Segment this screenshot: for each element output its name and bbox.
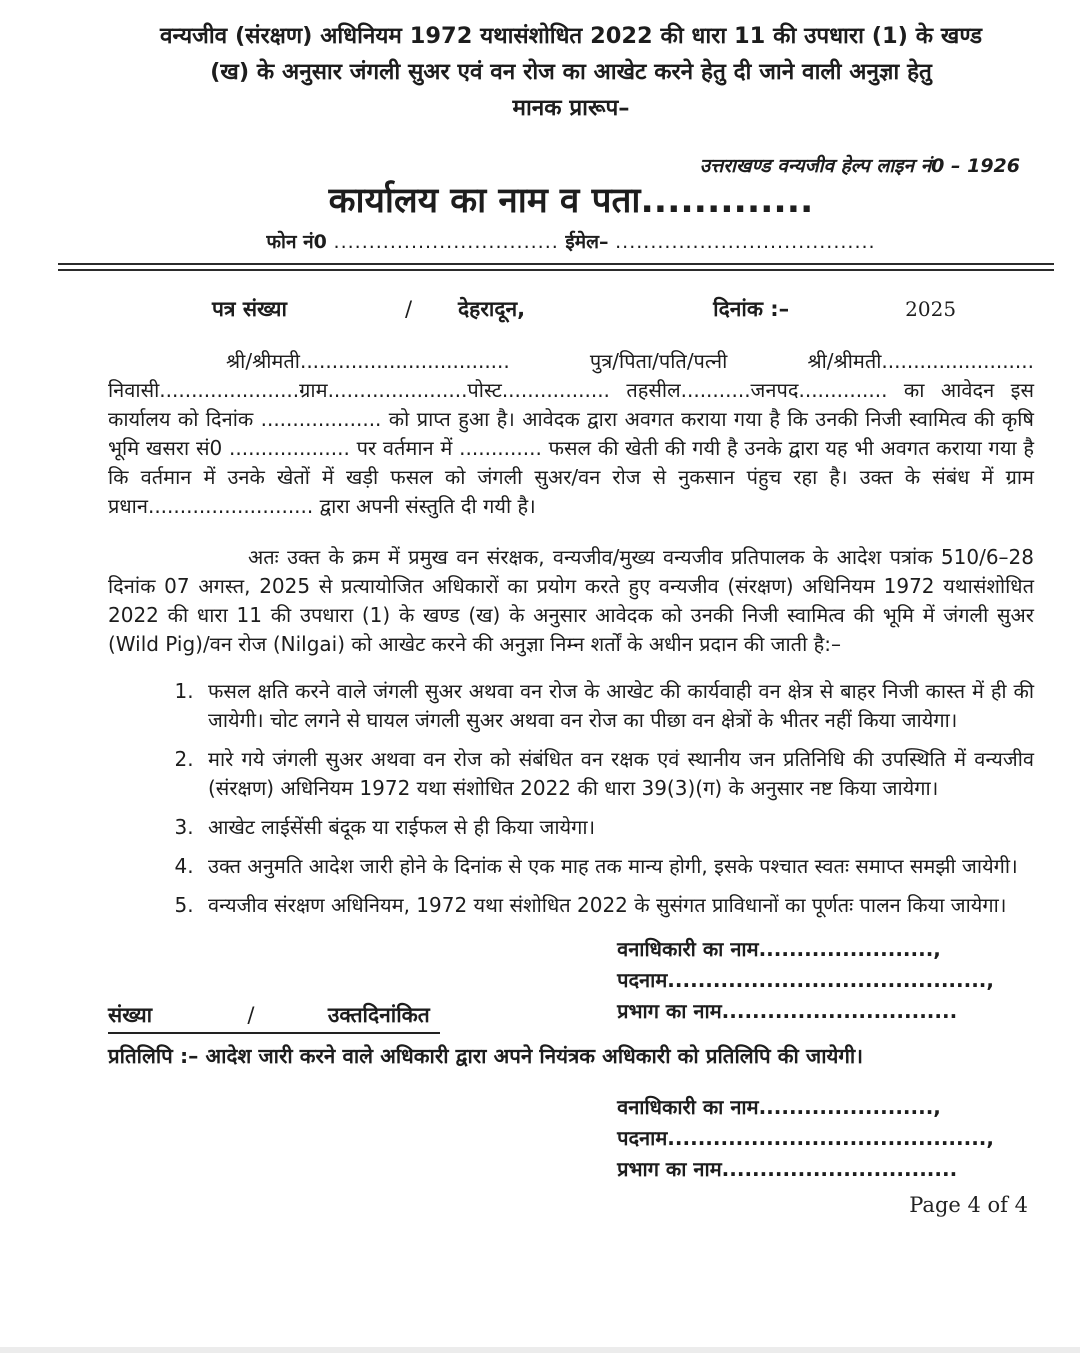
letter-date-label: दिनांक :–: [713, 296, 790, 321]
officer-name-line: वनाधिकारी का नाम.......................,: [617, 1094, 941, 1119]
condition-item: 5. वन्यजीव संरक्षण अधिनियम, 1972 यथा संशोधित 2022 के सुसंगत प्राविधानों का पूर्णतः पालन किया जायेगा।: [200, 891, 1034, 920]
ref-number-slash: /: [247, 1002, 255, 1027]
double-rule-divider: [58, 263, 1054, 271]
office-name-title: कार्यालय का नाम व पता.............: [328, 181, 814, 221]
phone-label: फोन नं0: [266, 230, 327, 253]
letter-meta-row: [108, 295, 1034, 323]
designation-line: पदनाम..........................................,: [617, 967, 994, 992]
letter-place: देहरादून,: [458, 296, 526, 321]
doc-title-line1: वन्यजीव (संरक्षण) अधिनियम 1972 यथासंशोधित 2022 की धारा 11 की उपधारा (1) के खण्ड: [159, 23, 983, 49]
doc-title: [118, 18, 1024, 126]
officer-name-line: वनाधिकारी का नाम.......................,: [617, 936, 941, 961]
designation-line: पदनाम..........................................,: [617, 1125, 994, 1150]
doc-title-line2: (ख) के अनुसार जंगली सुअर एवं वन रोज का आखेट करने हेतु दी जाने वाली अनुज्ञा हेतु: [210, 59, 932, 85]
letter-year: 2025: [905, 296, 957, 321]
signature-block-2: [617, 1092, 994, 1185]
phone-blank-field: ................................: [333, 230, 559, 253]
condition-item: 2. मारे गये जंगली सुअर अथवा वन रोज को संबंधित वन रक्षक एवं स्थानीय जन प्रतिनिधि की उपस्थिति में वन्यजीव (संरक्षण) अधिनियम 1972 यथा संशोधित 2022 की धारा 39(3)(ग) के अनुसार नष्ट किया जायेगा।: [200, 745, 1034, 803]
applicant-intro-paragraph: श्री/श्रीमती................................. पुत्र/पिता/पति/पत्नी श्री/श्रीमती........................ निवासी......................ग्राम......................पोस्ट................. तहसील...........जनपद.............. का आवेदन इस कार्यालय को दिनांक ................... को प्राप्त हुआ है। आवेदक द्वारा अवगत कराया गया है कि उनकी निजी स्वामित्व की कृषि भूमि खसरा सं0 ................... पर वर्तमान में ............. फसल की खेती की गयी है उनके द्वारा यह भी अवगत कराया गया है कि वर्तमान में उनके खेतों में खड़ी फसल को जंगली सुअर/वन रोज से नुकसान पंहुच रहा है। उक्त के संबंध में ग्राम प्रधान.......................... द्वारा अपनी संस्तुति दी गयी है।: [108, 348, 1034, 518]
signature-block-1: [617, 934, 994, 1027]
scan-edge-artifact: [0, 1347, 1080, 1353]
division-name-line: प्रभाग का नाम...............................: [617, 998, 958, 1023]
ref-dated-label: उक्तदिनांकित: [327, 1002, 430, 1027]
condition-item: 1. फसल क्षति करने वाले जंगली सुअर अथवा वन रोज के आखेट की कार्यवाही वन क्षेत्र से बाहर निजी कास्त में ही की जायेगी। चोट लगने से घायल जंगली सुअर अथवा वन रोज का पीछा वन क्षेत्रों के भीतर नहीं किया जायेगा।: [200, 677, 1034, 735]
page-number: Page 4 of 4: [909, 1192, 1028, 1217]
letter-number-label: पत्र संख्या: [212, 296, 287, 321]
conditions-list: [108, 677, 1034, 920]
letter-number-slash: /: [404, 296, 413, 321]
condition-item: 4. उक्त अनुमति आदेश जारी होने के दिनांक से एक माह तक मान्य होगी, इसके पश्चात स्वतः समाप्त समझी जायेगी।: [200, 852, 1034, 881]
ref-number-label: संख्या: [108, 1002, 153, 1027]
helpline-note: उत्तराखण्ड वन्यजीव हेल्प लाइन नं0 – 1926: [699, 155, 1020, 177]
condition-item: 3. आखेट लाईसेंसी बंदूक या राईफल से ही किया जायेगा।: [200, 813, 1034, 842]
email-blank-field: .....................................: [615, 230, 876, 253]
email-label: ईमेल–: [565, 230, 609, 253]
ref-number-line: [108, 1001, 440, 1034]
order-paragraph: अतः उक्त के क्रम में प्रमुख वन संरक्षक, वन्यजीव/मुख्य वन्यजीव प्रतिपालक के आदेश पत्रांक 510/6–28 दिनांक 07 अगस्त, 2025 से प्रत्यायोजित अधिकारों का प्रयोग करते हुए वन्यजीव (संरक्षण) अधिनियम 1972 यथासंशोधित 2022 की धारा 11 की उपधारा (1) के खण्ड (ख) के अनुसार आवेदक को उनकी निजी स्वामित्व की भूमि में जंगली सुअर (Wild Pig)/वन रोज (Nilgai) को आखेट करने की अनुज्ञा निम्न शर्तों के अधीन प्रदान की जाती है:–: [108, 544, 1034, 656]
division-name-line: प्रभाग का नाम...............................: [617, 1156, 958, 1181]
doc-title-subtitle: मानक प्रारूप–: [512, 95, 630, 121]
contact-line: [108, 228, 1034, 254]
copy-distribution-note: प्रतिलिपि :– आदेश जारी करने वाले अधिकारी द्वारा अपने नियंत्रक अधिकारी को प्रतिलिपि की जायेगी।: [108, 1043, 864, 1068]
